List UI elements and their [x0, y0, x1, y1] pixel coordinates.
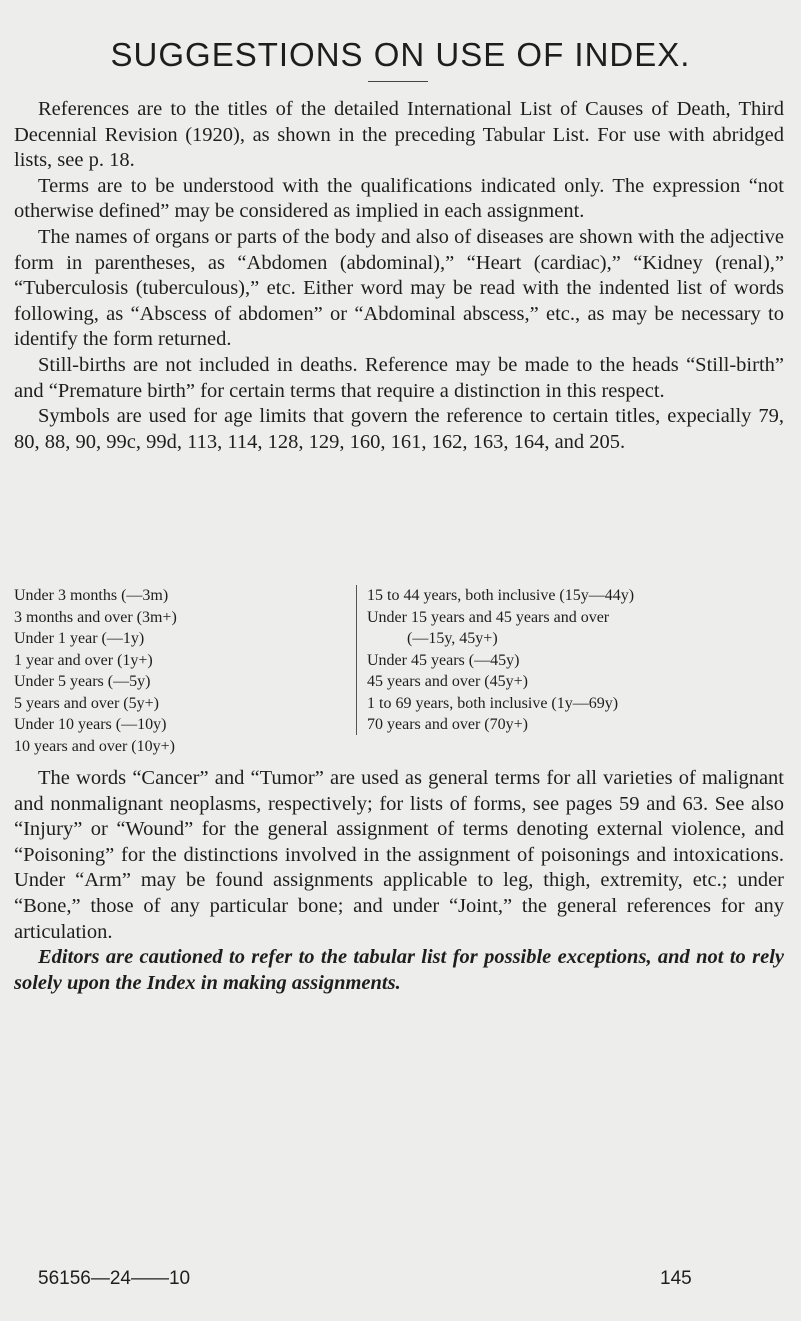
age-symbol-item: (—15y, 45y+) [407, 630, 498, 647]
intro-text [14, 97, 784, 455]
page-number: 145 [660, 1268, 692, 1289]
age-symbol-item: 5 years and over (5y+) [14, 694, 159, 712]
paragraph-symbols: Symbols are used for age limits that govern the reference to certain titles, expecially 79, 80, 88, 90, 99c, 99d, 113, 114, 128, 129, 160, 161, 162, 163, 164, and 205. [14, 405, 784, 453]
age-symbol-item: Under 5 years (—5y) [14, 673, 151, 690]
paragraph-still-births: Still-births are not included in deaths. Reference may be made to the heads “Still-birth” and “Premature birth” for certain terms that require a distinction in this respect. [14, 353, 784, 402]
general-terms-text [14, 766, 784, 996]
print-code: 56156—24——10 [38, 1268, 191, 1289]
age-symbol-item: 1 to 69 years, both inclusive (1y—69y) [367, 694, 619, 712]
age-symbol-item: 1 year and over (1y+) [14, 651, 153, 669]
paragraph-organ-names: The names of organs or parts of the body and also of diseases are shown with the adjective form in parentheses, as “Abdomen (abdominal),” “Heart (cardiac),” “Kidney (renal),” “Tuberculosis (tuberculous),” etc. Either word may be read with the indented list of words following, as “Abscess of abdomen” or “Abdominal abscess,” etc., as may be necessary to identify the form returned. [14, 225, 784, 351]
age-symbol-item: Under 45 years (—45y) [367, 651, 520, 669]
paragraph-general-terms: The words “Cancer” and “Tumor” are used as general terms for all varieties of malignant and nonmalignant neoplasms, respectively; for lists of forms, see pages 59 and 63. See also “Injury” or “Wound” for the general assignment of terms denoting external violence, and “Poisoning” for the distinctions involved in the assignment of poisonings and intoxications. Under “Arm” may be found assignments applicable to leg, thigh, extremity, etc.; under “Bone,” those of any particular bone; and under “Joint,” the general references for any articulation. [14, 767, 784, 943]
paragraph-terms: Terms are to be understood with the qualifications indicated only. The expression “not otherwise defined” may be considered as implied in each assignment. [14, 174, 784, 223]
caution-note: Editors are cautioned to refer to the tabular list for possible exceptions, and not to rely solely upon the Index in making assignments. [14, 946, 784, 994]
age-symbol-item: 45 years and over (45y+) [367, 673, 528, 690]
age-symbol-item: Under 3 months (—3m) [14, 587, 169, 604]
age-symbol-item: Under 10 years (—10y) [14, 716, 167, 733]
age-symbols-right-column [356, 585, 795, 735]
age-symbol-item: 15 to 44 years, both inclusive (15y—44y) [367, 587, 635, 604]
page-title: SUGGESTIONS ON USE OF INDEX. [110, 36, 691, 73]
paragraph-references: References are to the titles of the detailed International List of Causes of Death, Third Decennial Revision (1920), as shown in the preceding Tabular List. For use with abridged lists, see p. 18. [14, 98, 784, 172]
age-symbol-item: 10 years and over (10y+) [14, 737, 175, 755]
age-symbol-item: 70 years and over (70y+) [367, 716, 528, 733]
title-rule [368, 81, 428, 82]
age-symbol-item: Under 15 years and 45 years and over [367, 608, 610, 626]
age-symbols-left-column [14, 585, 354, 757]
age-symbol-item: 3 months and over (3m+) [14, 608, 177, 626]
age-symbol-item: Under 1 year (—1y) [14, 630, 145, 647]
